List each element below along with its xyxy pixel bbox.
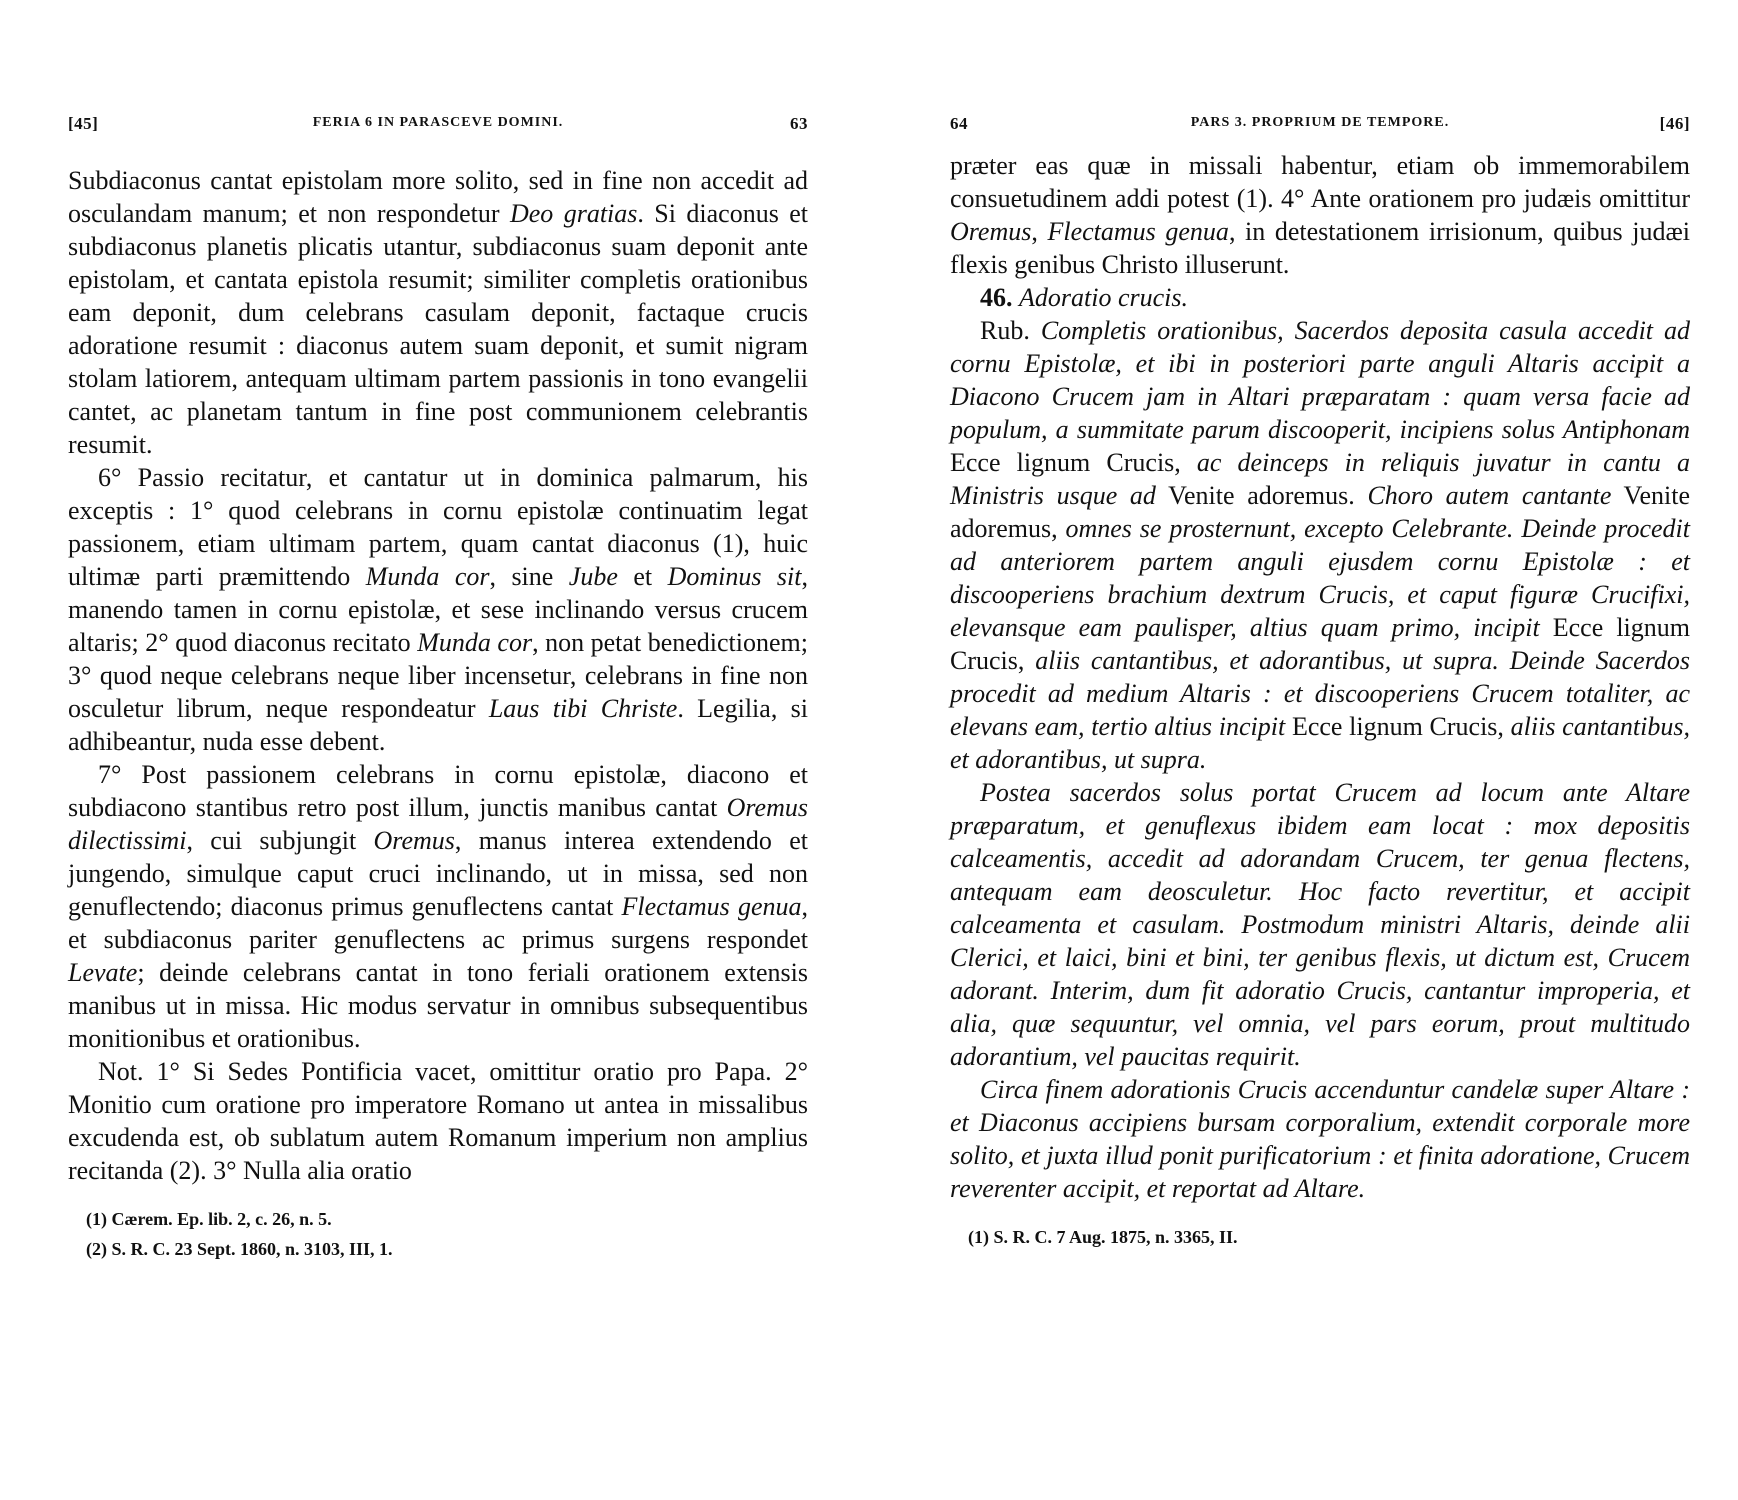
running-title: FERIA 6 IN PARASCEVE DOMINI.	[312, 115, 564, 130]
italic-text: Oremus	[373, 826, 455, 855]
italic-text: Flectamus genua	[1047, 217, 1229, 246]
italic-text: omnes se prosternunt, excepto Celebrante. Deinde procedit ad anteriorem partem anguli ejusdem cornu Epistolæ : et discooperiens brachium dextrum Crucis, et caput figuræ Crucifixi, elevansque eam paulisper, altius quam primo, incipit	[950, 514, 1690, 642]
italic-text: Levate	[68, 958, 138, 987]
italic-text: Laus tibi Christe	[488, 694, 678, 723]
text-run: , non petat benedictionem; 3° quod neque celebrans neque liber incensetur, celebrans in fine non osculetur librum, neque respondeatur	[68, 628, 808, 723]
footnotes	[86, 1204, 806, 1264]
text-run: , manendo tamen in cornu epistolæ, et sese inclinando versus crucem altaris; 2° quod diaconus recitato	[68, 562, 808, 657]
text-run: . Legilia, si adhibeantur, nuda esse debent.	[68, 694, 808, 756]
italic-text: Munda cor	[365, 562, 490, 591]
italic-text: Circa finem adorationis Crucis accenduntur candelæ super Altare : et Diaconus accipiens bursam corporalium, extendit corporale more solito, et juxta illud ponit purificatorium : et finita adoratione, Crucem reverenter accipit, et reportat ad Altare.	[950, 1075, 1690, 1203]
page-body	[68, 164, 808, 1187]
text-run: , manus interea extendendo et jungendo, simulque caput cruci inclinando, ut in missa, sed non genuflectendo; diaconus primus genuflectens cantat	[68, 826, 808, 921]
page-ref: [45]	[68, 114, 99, 133]
page-body	[950, 149, 1690, 1205]
italic-text: Postea sacerdos solus portat Crucem ad locum ante Altare præparatum, et genuflexus ibidem eam locat : mox depositis calceamentis, accedit ad adorandam Crucem, ter genua flectens, antequam eam deosculetur. Hoc facto revertitur, et accipit calceamenta et casulam. Postmodum ministri Altaris, deinde alii Clerici, et laici, bini et bini, ter genibus flexis, ut dictum est, Crucem adorant. Interim, dum fit adoratio Crucis, cantantur improperia, et alia, quæ sequuntur, vel omnia, vel pars eorum, prout multitudo adorantium, vel paucitas requirit.	[950, 778, 1690, 1071]
text-run: Not. 1° Si Sedes Pontificia vacet, omittitur oratio pro Papa. 2° Monitio cum oratione pro imperatore Romano ut antea in missalibus excudenda est, ob sublatum autem Romanum imperium non amplius recitanda (2). 3° Nulla alia oratio	[68, 1057, 808, 1185]
footnotes	[968, 1222, 1688, 1252]
italic-text: Flectamus genua	[621, 892, 802, 921]
text-run: . Si diaconus et subdiaconus planetis plicatis utantur, subdiaconus suam deponit ante epistolam, et cantata epistola resumit; similiter completis orationibus eam deponit, dum celebrans casulam deponit, factaque crucis adoratione resumit : diaconus autem suam deponit, et sumit nigram stolam latiorem, antequam ultimam partem passionis in tono evangelii cantet, ac planetam tantum in fine post communionem celebrantis resumit.	[68, 199, 808, 459]
paragraph	[68, 758, 808, 1055]
paragraph	[950, 149, 1690, 281]
text-run: Ecce lignum Crucis,	[1285, 712, 1511, 741]
text-run: Rub.	[980, 316, 1041, 345]
italic-text: Deo gratias	[509, 199, 638, 228]
italic-text: ac deinceps in reliquis juvatur in cantu a Ministris usque ad	[950, 448, 1690, 510]
text-run: , in detestationem irrisionum, quibus judæi flexis genibus Christo illuserunt.	[950, 217, 1691, 279]
page-ref: [46]	[1659, 114, 1690, 133]
text-run: Subdiaconus cantat epistolam more solito, sed in fine non accedit ad osculandam manum; et non respondetur	[68, 166, 808, 228]
paragraph	[68, 164, 808, 461]
page-number: 64	[950, 114, 968, 133]
italic-text: Oremus dilectissimi	[68, 793, 808, 855]
italic-text: Dominus sit	[667, 562, 802, 591]
text-run: , sine	[489, 562, 569, 591]
italic-text: Completis orationibus, Sacerdos deposita casula accedit ad cornu Epistolæ, et ibi in posteriori parte anguli Altaris accipit a Diacono Crucem jam in Altari præparatam : quam versa facie ad populum, a summitate parum discooperit, incipiens solus Antiphonam	[950, 316, 1690, 444]
italic-text: Adoratio crucis.	[1019, 283, 1188, 312]
text-run: Venite adoremus,	[950, 481, 1690, 543]
paragraph	[950, 776, 1690, 1073]
footnote: (2) S. R. C. 23 Sept. 1860, n. 3103, III, 1.	[86, 1239, 393, 1259]
footnote: (1) S. R. C. 7 Aug. 1875, n. 3365, II.	[968, 1227, 1238, 1247]
text-run: , cui subjungit	[186, 826, 374, 855]
text-run: præter eas quæ in missali habentur, etiam ob immemorabilem consuetudinem addi potest (1). 4° Ante orationem pro judæis omittitur	[950, 151, 1690, 213]
text-run: 7° Post passionem celebrans in cornu epistolæ, diacono et subdiacono stantibus retro post illum, junctis manibus cantat	[68, 760, 808, 822]
running-title: PARS 3. PROPRIUM DE TEMPORE.	[1190, 115, 1450, 130]
text-run: Ecce lignum Crucis,	[950, 448, 1197, 477]
section-heading	[950, 281, 1690, 314]
page-header	[68, 114, 808, 138]
section-number: 46.	[980, 283, 1013, 312]
italic-text: Choro autem cantante	[1367, 481, 1612, 510]
text-run: Venite adoremus.	[1155, 481, 1368, 510]
page-number: 63	[790, 114, 808, 133]
text-run: ; deinde celebrans cantat in tono feriali orationem extensis manibus ut in missa. Hic modus servatur in omnibus subsequentibus monitionibus et orationibus.	[68, 958, 808, 1053]
page-header	[950, 114, 1690, 138]
italic-text: Munda cor	[417, 628, 533, 657]
paragraph	[950, 314, 1690, 776]
paragraph	[68, 461, 808, 758]
text-run: Ecce lignum Crucis,	[950, 613, 1690, 675]
text-run: , et subdiaconus pariter genuflectens ac primus surgens respondet	[68, 892, 809, 954]
text-run: et	[617, 562, 668, 591]
italic-text: aliis cantantibus, et adorantibus, ut supra.	[950, 712, 1690, 774]
text-run: ,	[1031, 217, 1048, 246]
paragraph	[68, 1055, 808, 1187]
text-run: 6° Passio recitatur, et cantatur ut in dominica palmarum, his exceptis : 1° quod celebrans in cornu epistolæ continuatim legat passionem, etiam ultimam partem, quam cantat diaconus (1), huic ultimæ parti præmittendo	[68, 463, 808, 591]
italic-text: Jube	[568, 562, 618, 591]
italic-text: aliis cantantibus, et adorantibus, ut supra. Deinde Sacerdos procedit ad medium Altaris : et discooperiens Crucem totaliter, ac elevans eam, tertio altius incipit	[950, 646, 1690, 741]
footnote: (1) Cærem. Ep. lib. 2, c. 26, n. 5.	[86, 1209, 332, 1229]
italic-text: Oremus	[950, 217, 1032, 246]
paragraph	[950, 1073, 1690, 1205]
